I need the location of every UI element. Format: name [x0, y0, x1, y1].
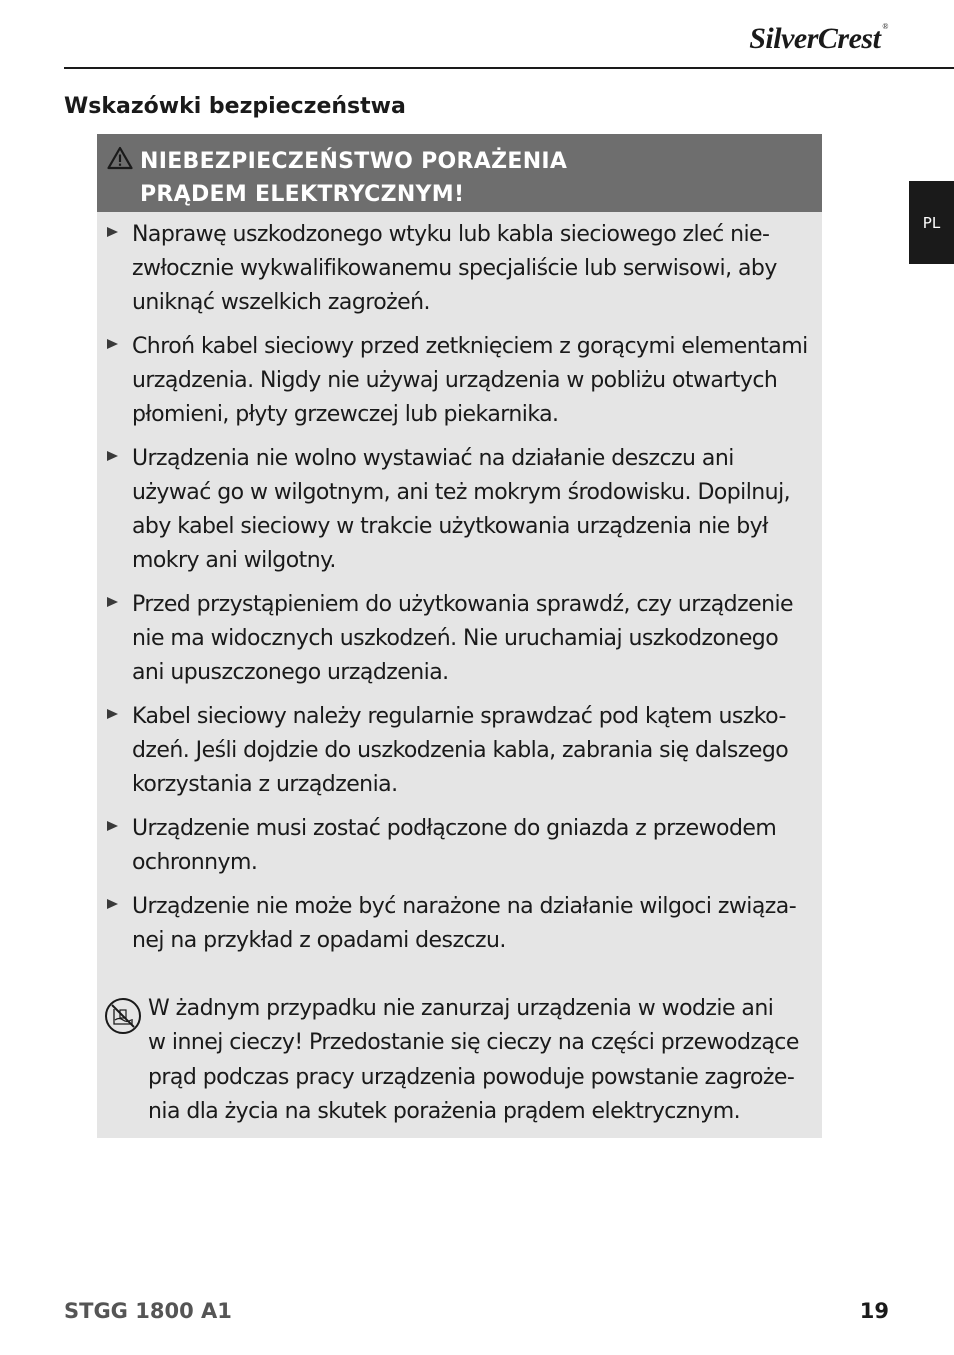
- triangle-bullet-icon: [107, 339, 118, 349]
- list-item: [97, 700, 822, 802]
- text-line: nia dla życia na skutek porażenia prądem elektrycznym.: [148, 1098, 741, 1124]
- text-line: prąd podczas pracy urządzenia powoduje powstanie zagroże-: [148, 1064, 795, 1090]
- triangle-bullet-icon: [107, 899, 118, 909]
- text-line: zwłocznie wykwalifikowanemu specjaliście lub serwisowi, aby: [132, 256, 777, 281]
- text-line: dzeń. Jeśli dojdzie do uszkodzenia kabla, zabrania się dalszego: [132, 738, 789, 763]
- text-line: Urządzenie nie może być narażone na działanie wilgoci związa-: [132, 894, 797, 919]
- list-item: [97, 588, 822, 690]
- registered-mark: ®: [882, 22, 888, 31]
- list-item-text: [132, 890, 812, 958]
- header-rule: [64, 67, 954, 69]
- warning-triangle-icon: [107, 146, 133, 170]
- warning-panel: [97, 134, 822, 1138]
- text-line: nej na przykład z opadami deszczu.: [132, 928, 506, 953]
- triangle-bullet-icon: [107, 821, 118, 831]
- warning-list: [97, 218, 822, 968]
- no-immersion-icon: [104, 997, 142, 1035]
- language-tab: [909, 181, 954, 264]
- note-text: [148, 992, 799, 1129]
- page-number: 19: [859, 1299, 889, 1323]
- brand-logo: [749, 22, 888, 56]
- text-line: Naprawę uszkodzonego wtyku lub kabla sieciowego zleć nie-: [132, 222, 770, 247]
- warning-title: [140, 145, 567, 211]
- list-item: [97, 218, 822, 320]
- text-line: korzystania z urządzenia.: [132, 772, 398, 797]
- text-line: płomieni, płyty grzewczej lub piekarnika.: [132, 402, 559, 427]
- text-line: Urządzenie musi zostać podłączone do gniazda z przewodem: [132, 816, 777, 841]
- text-line: używać go w wilgotnym, ani też mokrym środowisku. Dopilnuj,: [132, 480, 791, 505]
- text-line: aby kabel sieciowy w trakcie użytkowania urządzenia nie był: [132, 514, 768, 539]
- list-item-text: [132, 330, 812, 432]
- brand-name: SilverCrest: [749, 22, 881, 55]
- text-line: uniknąć wszelkich zagrożeń.: [132, 290, 430, 315]
- warning-title-line: PRĄDEM ELEKTRYCZNYM!: [140, 182, 465, 207]
- footer-model: STGG 1800 A1: [64, 1299, 232, 1323]
- warning-title-line: NIEBEZPIECZEŃSTWO PORAŻENIA: [140, 149, 568, 174]
- triangle-bullet-icon: [107, 227, 118, 237]
- text-line: Przed przystąpieniem do użytkowania sprawdź, czy urządzenie: [132, 592, 794, 617]
- text-line: w innej cieczy! Przedostanie się cieczy na części przewodzące: [148, 1030, 799, 1056]
- triangle-bullet-icon: [107, 709, 118, 719]
- list-item-text: [132, 812, 812, 880]
- text-line: nie ma widocznych uszkodzeń. Nie uruchamiaj uszkodzonego: [132, 626, 779, 651]
- text-line: W żadnym przypadku nie zanurzaj urządzenia w wodzie ani: [148, 996, 774, 1021]
- language-tab-label: PL: [922, 213, 941, 232]
- text-line: Kabel sieciowy należy regularnie sprawdzać pod kątem uszko-: [132, 704, 786, 729]
- text-line: mokry ani wilgotny.: [132, 548, 336, 573]
- list-item-text: [132, 700, 812, 802]
- list-item: [97, 330, 822, 432]
- list-item-text: [132, 218, 812, 320]
- list-item-text: [132, 588, 812, 690]
- section-title: Wskazówki bezpieczeństwa: [64, 94, 406, 119]
- triangle-bullet-icon: [107, 597, 118, 607]
- triangle-bullet-icon: [107, 451, 118, 461]
- text-line: urządzenia. Nigdy nie używaj urządzenia w pobliżu otwartych: [132, 368, 778, 393]
- list-item: [97, 812, 822, 880]
- text-line: Chroń kabel sieciowy przed zetknięciem z gorącymi elementami: [132, 334, 808, 359]
- list-item: [97, 442, 822, 578]
- list-item-text: [132, 442, 812, 578]
- text-line: ochronnym.: [132, 850, 258, 875]
- warning-header: [97, 134, 822, 212]
- list-item: [97, 890, 822, 958]
- text-line: ani upuszczonego urządzenia.: [132, 660, 449, 685]
- text-line: Urządzenia nie wolno wystawiać na działanie deszczu ani: [132, 446, 734, 471]
